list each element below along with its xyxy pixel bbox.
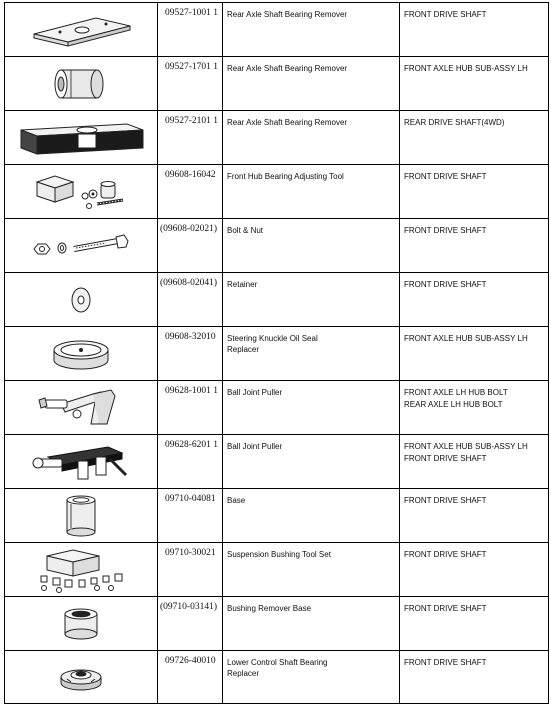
tool-illustration (5, 597, 158, 650)
tool-name (223, 381, 400, 434)
application (400, 219, 549, 272)
application-line: FRONT DRIVE SHAFT (404, 496, 487, 505)
application (400, 435, 549, 488)
tool-name (223, 219, 400, 272)
table-row (5, 111, 549, 165)
tool-name-line: Replacer (227, 345, 260, 354)
tool-name-line: Suspension Bushing Tool Set (227, 550, 331, 559)
tool-name-line: Ball Joint Puller (227, 442, 283, 451)
tool-name (223, 651, 400, 703)
bolt-nut-icon (26, 231, 136, 261)
tool-illustration (5, 219, 158, 272)
application (400, 327, 549, 380)
table-row (5, 219, 549, 273)
tool-illustration (5, 327, 158, 380)
application (400, 543, 549, 596)
part-number: 09527-2101 1 (158, 111, 223, 164)
application-line: FRONT DRIVE SHAFT (404, 280, 487, 289)
tool-name (223, 111, 400, 164)
part-number: 09608-32010 (158, 327, 223, 380)
tool-name-line: Rear Axle Shaft Bearing Remover (227, 64, 348, 73)
ball-joint-puller-2-icon (26, 439, 136, 485)
base-cylinder-icon (61, 492, 101, 540)
application (400, 111, 549, 164)
part-number: 09628-6201 1 (158, 435, 223, 488)
tool-illustration (5, 111, 158, 164)
application (400, 381, 549, 434)
table-row (5, 165, 549, 219)
tool-illustration (5, 3, 158, 56)
tool-name (223, 165, 400, 218)
tool-name (223, 489, 400, 542)
application-line: FRONT AXLE HUB SUB-ASSY LH (404, 442, 528, 451)
table-row (5, 57, 549, 111)
application-line: FRONT DRIVE SHAFT (404, 604, 487, 613)
shaft-bearing-replacer-icon (53, 657, 109, 697)
application-line: REAR AXLE LH HUB BOLT (404, 400, 503, 409)
tool-name (223, 327, 400, 380)
plate-remover-icon (26, 10, 136, 50)
tool-name-line: Ball Joint Puller (227, 388, 283, 397)
tool-name-line: Retainer (227, 280, 258, 289)
tool-illustration (5, 489, 158, 542)
table-row (5, 435, 549, 489)
part-number: 09726-40010 (158, 651, 223, 703)
table-row (5, 327, 549, 381)
tool-name (223, 3, 400, 56)
table-row (5, 543, 549, 597)
tool-name-line: Bushing Remover Base (227, 604, 312, 613)
tool-illustration (5, 165, 158, 218)
application (400, 165, 549, 218)
application-line: FRONT AXLE HUB SUB-ASSY LH (404, 334, 528, 343)
application (400, 3, 549, 56)
part-number: (09710-03141) (158, 597, 223, 650)
table-row (5, 381, 549, 435)
cylinder-remover-icon (51, 62, 111, 106)
tool-illustration (5, 57, 158, 110)
tool-name-line: Steering Knuckle Oil Seal (227, 334, 318, 343)
table-row (5, 273, 549, 327)
application-line: FRONT DRIVE SHAFT (404, 10, 487, 19)
application-line: FRONT DRIVE SHAFT (404, 658, 487, 667)
tool-illustration (5, 381, 158, 434)
part-number: 09710-30021 (158, 543, 223, 596)
tool-illustration (5, 651, 158, 703)
seal-replacer-icon (46, 334, 116, 374)
application (400, 489, 549, 542)
tool-name-line: Rear Axle Shaft Bearing Remover (227, 10, 348, 19)
table-row (5, 3, 549, 57)
part-number: 09527-1701 1 (158, 57, 223, 110)
application-line: FRONT DRIVE SHAFT (404, 550, 487, 559)
application (400, 57, 549, 110)
bushing-tool-set-icon (31, 546, 131, 594)
application-line: FRONT DRIVE SHAFT (404, 226, 487, 235)
block-plate-icon (15, 118, 147, 158)
tool-name (223, 543, 400, 596)
tool-name (223, 273, 400, 326)
tool-name-line: Bolt & Nut (227, 226, 264, 235)
table-row (5, 651, 549, 704)
tool-illustration (5, 435, 158, 488)
part-number: 09608-16042 (158, 165, 223, 218)
table-row (5, 489, 549, 543)
table-row (5, 597, 549, 651)
tool-illustration (5, 273, 158, 326)
ball-joint-puller-icon (31, 384, 131, 432)
tool-name-line: Base (227, 496, 246, 505)
special-tools-table (4, 2, 549, 704)
application (400, 597, 549, 650)
part-number: 09628-1001 1 (158, 381, 223, 434)
tool-name-line: Front Hub Bearing Adjusting Tool (227, 172, 344, 181)
application-line: FRONT AXLE LH HUB BOLT (404, 388, 508, 397)
bushing-base-icon (59, 604, 103, 644)
tool-name (223, 597, 400, 650)
tool-illustration (5, 543, 158, 596)
application-line: REAR DRIVE SHAFT(4WD) (404, 118, 505, 127)
application-line: FRONT DRIVE SHAFT (404, 172, 487, 181)
tool-name-line: Lower Control Shaft Bearing (227, 658, 328, 667)
washer-icon (66, 283, 96, 317)
part-number: (09608-02041) (158, 273, 223, 326)
part-number: (09608-02021) (158, 219, 223, 272)
tool-name (223, 57, 400, 110)
application-line: FRONT DRIVE SHAFT (404, 454, 487, 463)
application-line: FRONT AXLE HUB SUB-ASSY LH (404, 64, 528, 73)
part-number: 09710-04081 (158, 489, 223, 542)
tool-name (223, 435, 400, 488)
application (400, 651, 549, 703)
tool-name-line: Replacer (227, 669, 260, 678)
adjusting-tool-set-icon (31, 170, 131, 214)
tool-name-line: Rear Axle Shaft Bearing Remover (227, 118, 348, 127)
part-number: 09527-1001 1 (158, 3, 223, 56)
application (400, 273, 549, 326)
